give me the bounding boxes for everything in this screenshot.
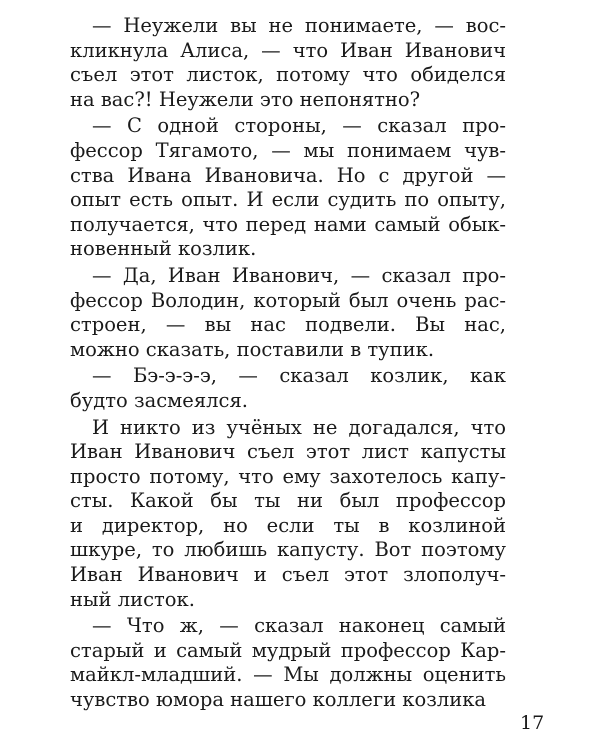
text-line: ства Ивана Ивановича. Но с другой — [70,163,506,187]
text-line: старый и самый мудрый профессор Кар- [70,638,506,662]
page-number: 17 [520,712,545,734]
text-line: — Что ж, — сказал наконец самый [92,614,506,638]
text-line: Иван Иванович и съел этот злополуч- [70,563,506,587]
text-line: будто засмеялся. [70,388,248,412]
text-line: сты. Какой бы ты ни был профессор [70,489,506,513]
text-line: шкуре, то любишь капусту. Вот поэтому [70,538,506,562]
text-line: можно сказать, поставили в тупик. [70,337,435,361]
text-line: майкл-младший. — Мы должны оценить [70,663,506,687]
text-line: ный листок. [70,587,195,611]
text-line: съел этот листок, потому что обиделся [70,63,506,87]
text-line: — Бэ-э-э-э, — сказал козлик, как [92,364,506,388]
text-line: — Неужели вы не понимаете, — вос- [92,14,506,37]
text-line: чувство юмора нашего коллеги козлика [70,688,487,712]
paragraph [70,416,506,613]
text-line: И никто из учёных не догадался, что [92,415,506,439]
text-line: фессор Тягамото, — мы понимаем чув- [70,138,506,162]
paragraph [70,14,506,112]
text-line: опыт есть опыт. И если судить по опыту, [70,188,506,212]
page-body [70,14,506,715]
text-line: и директор, но если ты в козлиной [70,513,506,537]
text-line: новенный козлик. [70,237,257,261]
text-line: получается, что перед нами самый обык- [70,212,506,236]
text-line: просто потому, что ему захотелось капу- [70,464,506,488]
paragraph [70,364,506,413]
text-line: Иван Иванович съел этот лист капусты [70,440,506,464]
paragraph [70,614,506,712]
text-line: на вас?! Неужели это непонятно? [70,87,421,111]
text-line: — Да, Иван Иванович, — сказал про- [92,263,506,287]
paragraph [70,114,506,262]
text-line: фессор Володин, который был очень рас- [70,288,506,312]
text-line: кликнула Алиса, — что Иван Иванович [70,38,506,62]
paragraph [70,264,506,362]
text-line: — С одной стороны, — сказал про- [92,114,506,138]
text-line: строен, — вы нас подвели. Вы нас, [70,313,506,337]
